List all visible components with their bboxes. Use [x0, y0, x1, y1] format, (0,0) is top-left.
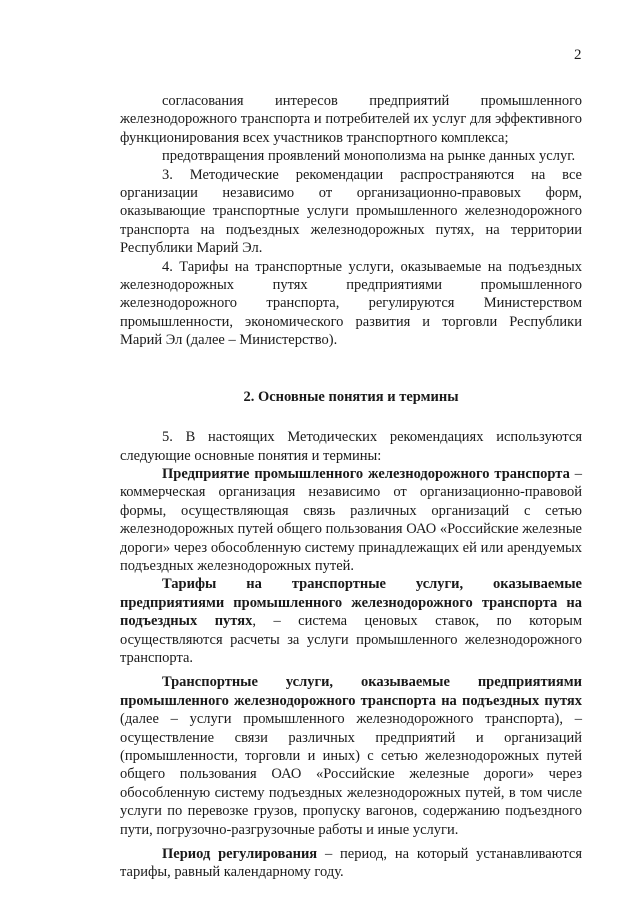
section-heading: 2. Основные понятия и термины	[243, 388, 459, 405]
paragraph-3-scope: 3. Методические рекомендации распространяются на все организации независимо от организационно-правовых форм, оказывающие транспортные услуги промышленного железнодорожного транспорта на подъездных железнодорожных путях, на территории Республики Марий Эл.	[120, 166, 582, 257]
definition-regulation-period	[120, 845, 582, 882]
definition-text: – коммерческая организация независимо от организационно-правовой формы, осуществляющая связь различных организаций с сетью железнодорожных путей общего пользования ОАО «Российские железные дороги» через обособленную систему принадлежащих ей или арендуемых подъездных железнодорожных путей.	[120, 465, 582, 574]
paragraph-monopoly: предотвращения проявлений монополизма на рынке данных услуг.	[162, 148, 576, 165]
paragraph-5-intro: 5. В настоящих Методических рекомендациях используются следующие основные понятия и термины:	[120, 429, 582, 464]
body-text	[120, 92, 582, 882]
definition-term: Период регулирования	[162, 846, 318, 863]
definition-text: – период, на который устанавливаются тарифы, равный календарному году.	[120, 846, 582, 881]
definition-enterprise	[120, 465, 582, 575]
definition-text: (далее – услуги промышленного железнодорожного транспорта), – осуществление связи различных предприятий и организаций (промышленности, торговли и иных) с сетью железнодорожных путей общего пользования ОАО «Российские железные дороги» через обособленную систему подъездных железнодорожных путей, в том числе услуги по перевозке грузов, пропуску вагонов, содержанию подъездного пути, погрузочно-разгрузочные работы и иные услуги.	[120, 711, 582, 838]
paragraph-coordination: согласования интересов предприятий промышленного железнодорожного транспорта и потребителей их услуг для эффективного функционирования всех участников транспортного комплекса;	[120, 93, 582, 146]
definition-term: Тарифы на транспортные услуги, оказываемые предприятиями промышленного железнодорожного транспорта на подъездных путях	[120, 576, 582, 630]
page-number: 2	[574, 47, 582, 63]
definition-transport-services	[120, 673, 582, 839]
definition-text: , – система ценовых ставок, по которым осуществляются расчеты за услуги промышленного железнодорожного транспорта.	[120, 613, 582, 666]
paragraph-4-tariffs: 4. Тарифы на транспортные услуги, оказываемые на подъездных железнодорожных путях предприятиями промышленного железнодорожного транспорта, регулируются Министерством промышленности, экономического развития и торговли Республики Марий Эл (далее – Министерство).	[120, 258, 582, 349]
definition-term: Предприятие промышленного железнодорожного транспорта	[162, 465, 570, 482]
definition-term: Транспортные услуги, оказываемые предприятиями промышленного железнодорожного транспорта на подъездных путях	[120, 674, 582, 709]
definition-tariffs	[120, 575, 582, 667]
